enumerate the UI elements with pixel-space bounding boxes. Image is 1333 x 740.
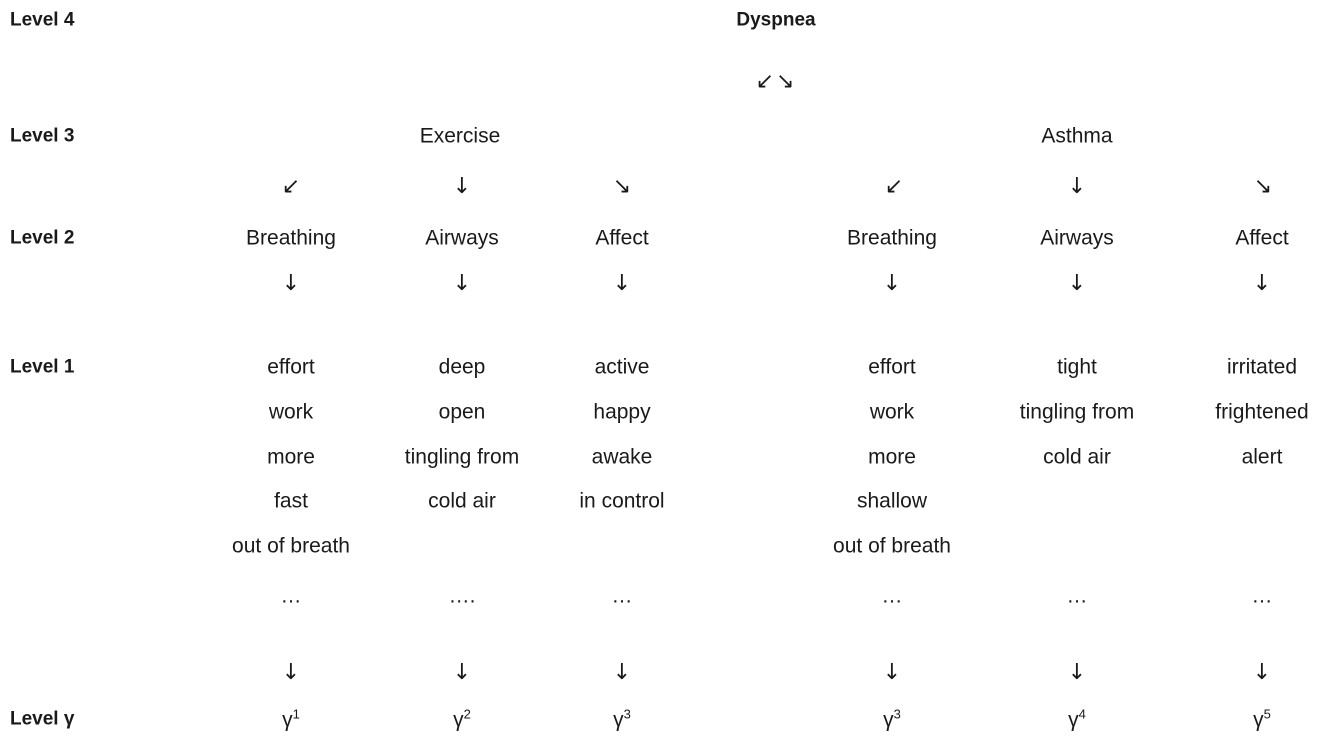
item-exercise-breathing-5: out of breath	[232, 534, 350, 558]
ellipsis-exercise-airways: ….	[448, 584, 476, 608]
gamma-exercise-airways: $\gamma^2$	[453, 706, 471, 732]
category-exercise-breathing: Breathing	[246, 226, 336, 250]
level-1-label: Level 1	[10, 356, 75, 378]
ellipsis-exercise-affect: …	[611, 584, 633, 608]
gamma-asthma-airways: $\gamma^4$	[1068, 706, 1086, 732]
item-exercise-airways-2: open	[438, 400, 486, 424]
ellipsis-asthma-breathing: …	[881, 584, 903, 608]
down-arrow-icon: ↓	[612, 660, 632, 685]
item-exercise-airways-1: deep	[438, 355, 486, 379]
item-exercise-airways-3: tingling from	[404, 445, 520, 469]
root-split-arrows: ↙↘	[755, 69, 797, 94]
item-asthma-breathing-2: work	[869, 400, 915, 424]
item-exercise-breathing-1: effort	[267, 355, 315, 379]
branch-node-asthma: Asthma	[1041, 124, 1113, 148]
down-arrow-icon: ↓	[452, 271, 472, 296]
down-arrow-icon: ↓	[612, 271, 632, 296]
arrow-exercise-to-breathing: ↙	[281, 174, 301, 199]
gamma-exercise-breathing: $\gamma^1$	[282, 706, 300, 732]
arrow-exercise-to-affect: ↘	[612, 174, 632, 199]
arrow-asthma-to-breathing: ↙	[884, 174, 904, 199]
down-arrow-icon: ↓	[1067, 660, 1087, 685]
down-arrow-icon: ↓	[281, 660, 301, 685]
category-exercise-affect: Affect	[595, 226, 649, 250]
item-exercise-breathing-2: work	[268, 400, 314, 424]
down-arrow-icon: ↓	[1252, 660, 1272, 685]
item-asthma-breathing-4: shallow	[856, 489, 928, 513]
item-asthma-breathing-1: effort	[868, 355, 916, 379]
branch-node-exercise: Exercise	[419, 124, 501, 148]
ellipsis-asthma-airways: …	[1066, 584, 1088, 608]
item-exercise-affect-3: awake	[591, 445, 653, 469]
level-4-label: Level 4	[10, 9, 75, 31]
level-gamma-label: Level γ	[10, 708, 75, 730]
item-exercise-affect-4: in control	[579, 489, 665, 513]
item-asthma-airways-1: tight	[1057, 355, 1097, 379]
item-asthma-affect-1: irritated	[1226, 355, 1298, 379]
item-exercise-breathing-3: more	[267, 445, 315, 469]
gamma-asthma-breathing: $\gamma^3$	[883, 706, 901, 732]
category-exercise-airways: Airways	[425, 226, 499, 250]
arrow-exercise-to-airways: ↓	[452, 174, 472, 199]
item-exercise-breathing-4: fast	[274, 489, 308, 513]
root-node-dyspnea: Dyspnea	[736, 9, 816, 31]
ellipsis-asthma-affect: …	[1251, 584, 1273, 608]
item-exercise-airways-4: cold air	[428, 489, 496, 513]
item-asthma-breathing-5: out of breath	[833, 534, 951, 558]
down-arrow-icon: ↓	[1252, 271, 1272, 296]
category-asthma-breathing: Breathing	[847, 226, 937, 250]
item-asthma-airways-2: tingling from	[1019, 400, 1135, 424]
gamma-exercise-affect: $\gamma^3$	[613, 706, 631, 732]
item-exercise-affect-2: happy	[593, 400, 651, 424]
category-asthma-affect: Affect	[1235, 226, 1289, 250]
arrow-asthma-to-airways: ↓	[1067, 174, 1087, 199]
category-asthma-airways: Airways	[1040, 226, 1114, 250]
down-arrow-icon: ↓	[1067, 271, 1087, 296]
gamma-asthma-affect: $\gamma^5$	[1253, 706, 1271, 732]
item-asthma-breathing-3: more	[868, 445, 916, 469]
arrow-asthma-to-affect: ↘	[1253, 174, 1273, 199]
level-2-label: Level 2	[10, 227, 75, 249]
item-exercise-affect-1: active	[594, 355, 650, 379]
ellipsis-exercise-breathing: …	[280, 584, 302, 608]
down-arrow-icon: ↓	[281, 271, 301, 296]
level-3-label: Level 3	[10, 125, 75, 147]
down-arrow-icon: ↓	[882, 660, 902, 685]
item-asthma-affect-2: frightened	[1215, 400, 1309, 424]
item-asthma-airways-3: cold air	[1043, 445, 1111, 469]
item-asthma-affect-3: alert	[1241, 445, 1283, 469]
down-arrow-icon: ↓	[452, 660, 472, 685]
down-arrow-icon: ↓	[882, 271, 902, 296]
